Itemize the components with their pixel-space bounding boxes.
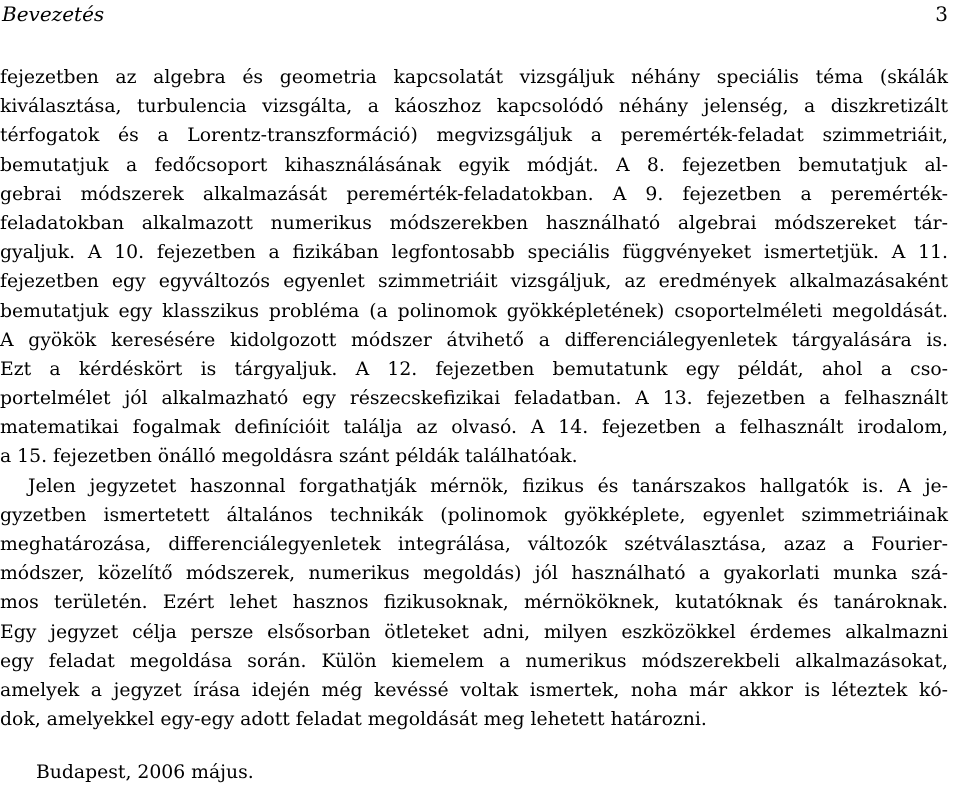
running-head: Bevezetés bbox=[2, 2, 105, 26]
text-line: Jelen jegyzetet haszonnal forgathatják mérnök, fizikus és tanárszakos hallgatók is. A je- bbox=[28, 475, 948, 497]
paragraph-1 bbox=[0, 63, 948, 472]
text-line: amelyek a jegyzet írása idején még kevéssé voltak ismertek, noha már akkor is léteztek kó- bbox=[0, 679, 948, 701]
text-line: matematikai fogalmak definícióit találja az olvasó. A 14. fejezetben a felhasznált irodalom, bbox=[0, 417, 948, 439]
text-line: feladatokban alkalmazott numerikus módszerekben használható algebrai módszereket tár- bbox=[0, 212, 948, 234]
text-line: bemutatjuk egy klasszikus probléma (a polinomok gyökképletének) csoportelméleti megoldását. bbox=[0, 300, 948, 322]
paragraph-2 bbox=[0, 472, 948, 735]
text-line: fejezetben egy egyváltozós egyenlet szimmetriáit vizsgáljuk, az eredmények alkalmazásaként bbox=[0, 271, 948, 293]
text-line: bemutatjuk a fedőcsoport kihasználásának egyik módját. A 8. fejezetben bemutatjuk al- bbox=[0, 154, 948, 176]
text-line: A gyökök keresésére kidolgozott módszer átvihető a differenciálegyenletek tárgyalására is. bbox=[0, 329, 948, 351]
text-line: Egy jegyzet célja persze elsősorban ötleteket adni, milyen eszközökkel érdemes alkalmazni bbox=[0, 621, 948, 643]
signoff-place-date: Budapest, 2006 május. bbox=[36, 762, 254, 783]
text-line: meghatározása, differenciálegyenletek integrálása, változók szétválasztása, azaz a Fourier- bbox=[0, 534, 948, 555]
text-line: kiválasztása, turbulencia vizsgálta, a káoszhoz kapcsolódó néhány jelenség, a diszkretizált bbox=[0, 96, 948, 118]
text-line: Ezt a kérdéskört is tárgyaljuk. A 12. fejezetben bemutatunk egy példát, ahol a cso- bbox=[0, 358, 948, 380]
text-line: a 15. fejezetben önálló megoldásra szánt példák találhatóak. bbox=[0, 446, 578, 468]
body-text bbox=[0, 63, 948, 734]
text-line: módszer, közelítő módszerek, numerikus megoldás) jól használható a gyakorlati munka szá- bbox=[0, 563, 948, 585]
text-line: térfogatok és a Lorentz-transzformáció) megvizsgáljuk a peremérték-feladat szimmetriáit, bbox=[0, 125, 948, 147]
text-line: gebrai módszerek alkalmazását peremérték-feladatokban. A 9. fejezetben a peremérték- bbox=[0, 183, 948, 205]
text-line: dok, amelyekkel egy-egy adott feladat megoldását meg lehetett határozni. bbox=[0, 709, 707, 731]
text-line: mos területén. Ezért lehet hasznos fizikusoknak, mérnököknek, kutatóknak és tanároknak. bbox=[0, 592, 948, 614]
page-number: 3 bbox=[935, 2, 948, 26]
text-line: gyzetben ismertetett általános technikák (polinomok gyökképlete, egyenlet szimmetriáinak bbox=[0, 504, 948, 526]
text-line: portelmélet jól alkalmazható egy részecskefizikai feladatban. A 13. fejezetben a felhasznált bbox=[0, 388, 948, 410]
text-line: fejezetben az algebra és geometria kapcsolatát vizsgáljuk néhány speciális téma (skálák bbox=[0, 67, 948, 88]
text-line: gyaljuk. A 10. fejezetben a fizikában legfontosabb speciális függvényeket ismertetjük. A 11. bbox=[0, 242, 948, 264]
text-line: egy feladat megoldása során. Külön kiemelem a numerikus módszerekbeli alkalmazásokat, bbox=[0, 650, 948, 672]
page-header bbox=[0, 0, 948, 26]
